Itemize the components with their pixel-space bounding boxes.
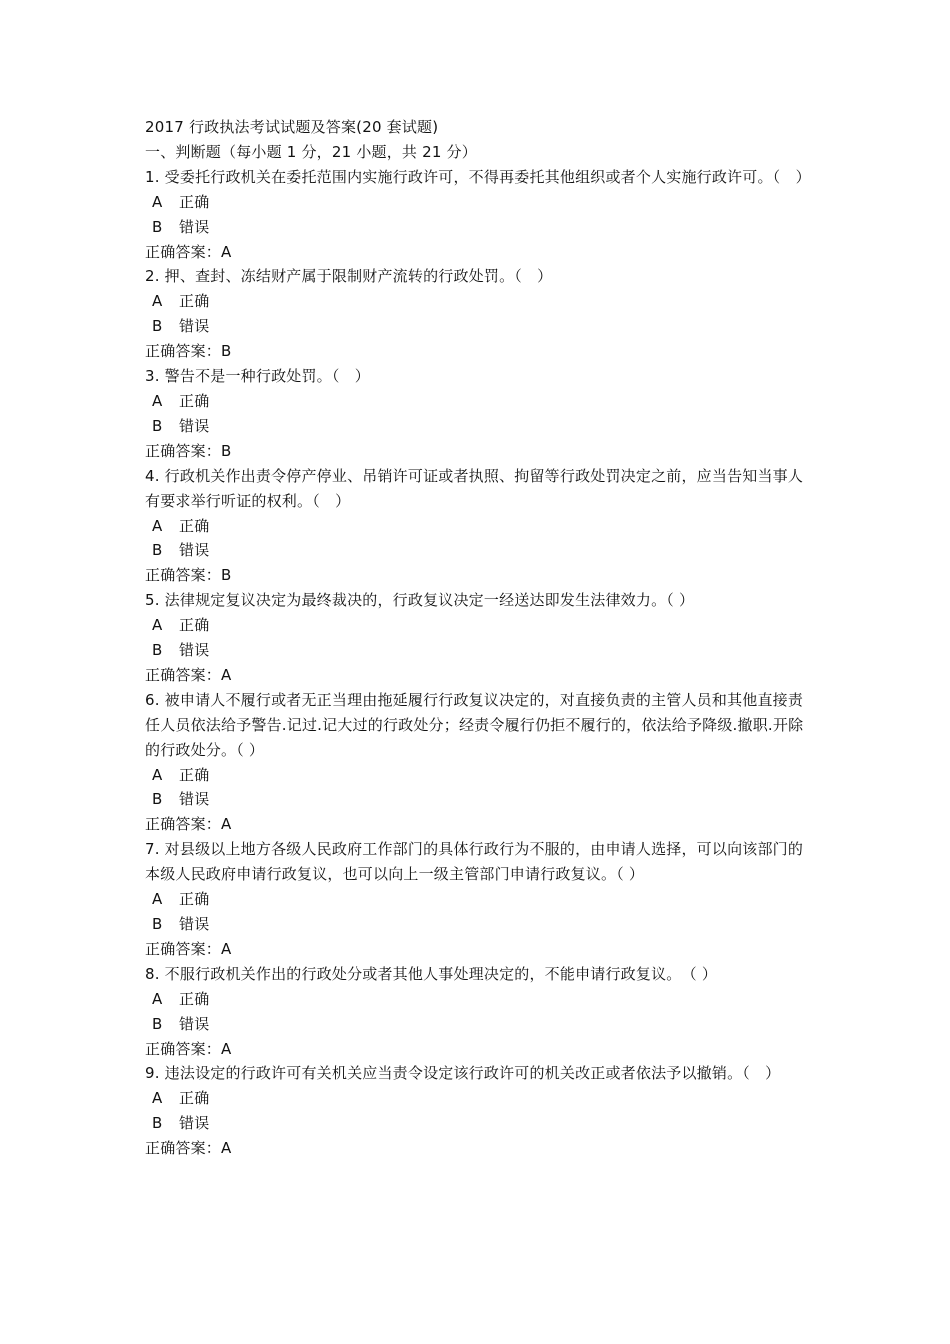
- option-label: 正确: [179, 192, 210, 211]
- answer-value: B: [221, 566, 232, 585]
- answer-prefix: 正确答案：: [145, 1139, 222, 1158]
- answer-prefix: 正确答案：: [145, 342, 222, 361]
- option-label: 错误: [179, 1014, 210, 1033]
- answer-option: [145, 638, 810, 663]
- option-letter: B: [152, 1014, 163, 1033]
- correct-answer: [145, 663, 810, 688]
- option-letter: A: [152, 192, 163, 211]
- answer-value: B: [221, 342, 232, 361]
- option-letter: B: [152, 317, 163, 336]
- answer-value: A: [221, 1039, 232, 1058]
- answer-value: A: [221, 665, 232, 684]
- answer-value: A: [221, 1139, 232, 1158]
- option-letter: B: [152, 790, 163, 809]
- question-text: 2. 押、查封、冻结财产属于限制财产流转的行政处罚。（ ）: [145, 267, 553, 286]
- answer-option: [145, 215, 810, 240]
- answer-value: A: [221, 815, 232, 834]
- answer-option: [145, 912, 810, 937]
- question-item: [145, 688, 810, 837]
- option-label: 错误: [179, 317, 210, 336]
- option-label: 正确: [179, 989, 210, 1008]
- section-heading: 一、判断题（每小题 1 分，21 小题，共 21 分）: [145, 142, 477, 161]
- option-letter: A: [152, 765, 163, 784]
- option-label: 错误: [179, 416, 210, 435]
- correct-answer: [145, 439, 810, 464]
- option-label: 错误: [179, 915, 210, 933]
- option-label: 错误: [179, 790, 210, 809]
- option-letter: B: [152, 416, 163, 435]
- option-label: 正确: [179, 292, 210, 311]
- question-text: 3. 警告不是一种行政处罚。（ ）: [145, 367, 370, 386]
- option-letter: B: [152, 915, 163, 933]
- answer-option: [145, 613, 810, 638]
- question-text: 1. 受委托行政机关在委托范围内实施行政许可，不得再委托其他组织或者个人实施行政许可。（ ）: [145, 167, 811, 186]
- option-letter: A: [152, 989, 163, 1008]
- answer-option: [145, 1111, 810, 1136]
- answer-option: [145, 538, 810, 563]
- answer-option: [145, 1012, 810, 1037]
- document-title: 2017 行政执法考试试题及答案(20 套试题): [145, 118, 439, 136]
- question-item: [145, 464, 810, 589]
- option-letter: A: [152, 292, 163, 311]
- option-label: 错误: [179, 541, 210, 560]
- answer-option: [145, 514, 810, 539]
- answer-option: [145, 414, 810, 439]
- correct-answer: [145, 937, 810, 962]
- correct-answer: [145, 563, 810, 588]
- question-item: [145, 165, 810, 265]
- question-item: [145, 962, 810, 1062]
- answer-prefix: 正确答案：: [145, 441, 222, 460]
- option-label: 正确: [179, 1089, 210, 1108]
- correct-answer: [145, 1037, 810, 1062]
- question-list: [145, 165, 810, 1161]
- question-item: [145, 1061, 810, 1161]
- answer-value: A: [221, 242, 232, 261]
- answer-option: [145, 190, 810, 215]
- option-letter: A: [152, 516, 163, 535]
- question-text: 8. 不服行政机关作出的行政处分或者其他人事处理决定的，不能申请行政复议。 （ ）: [145, 964, 718, 983]
- option-label: 错误: [179, 217, 210, 236]
- option-letter: B: [152, 541, 163, 560]
- question-item: [145, 264, 810, 364]
- correct-answer: [145, 339, 810, 364]
- answer-option: [145, 289, 810, 314]
- answer-prefix: 正确答案：: [145, 1039, 222, 1058]
- answer-prefix: 正确答案：: [145, 566, 222, 585]
- answer-option: [145, 887, 810, 912]
- answer-value: A: [221, 939, 232, 958]
- question-text: 6. 被申请人不履行或者无正当理由拖延履行行政复议决定的，对直接负责的主管人员和其他直接责任人员依法给予警告.记过.记大过的行政处分；经责令履行仍拒不履行的，依法给予降级.撤职.开除的行政处分。（ ）: [145, 690, 804, 759]
- question-text: 5. 法律规定复议决定为最终裁决的，行政复议决定一经送达即发生法律效力。（ ）: [145, 591, 695, 610]
- option-letter: A: [152, 391, 163, 410]
- answer-option: [145, 987, 810, 1012]
- option-letter: B: [152, 217, 163, 236]
- option-letter: B: [152, 1114, 163, 1133]
- answer-option: [145, 1086, 810, 1111]
- answer-option: [145, 389, 810, 414]
- answer-prefix: 正确答案：: [145, 939, 222, 958]
- answer-option: [145, 763, 810, 788]
- question-item: [145, 588, 810, 688]
- answer-prefix: 正确答案：: [145, 665, 222, 684]
- question-text: 7. 对县级以上地方各级人民政府工作部门的具体行政行为不服的，由申请人选择，可以向该部门的本级人民政府申请行政复议，也可以向上一级主管部门申请行政复议。（ ）: [145, 840, 804, 884]
- option-label: 正确: [179, 391, 210, 410]
- option-label: 正确: [179, 765, 210, 784]
- option-label: 正确: [179, 890, 210, 909]
- correct-answer: [145, 1136, 810, 1161]
- answer-prefix: 正确答案：: [145, 815, 222, 834]
- correct-answer: [145, 812, 810, 837]
- answer-option: [145, 787, 810, 812]
- document-body: [145, 115, 810, 1161]
- answer-prefix: 正确答案：: [145, 242, 222, 261]
- question-text: 4. 行政机关作出责令停产停业、吊销许可证或者执照、拘留等行政处罚决定之前，应当告知当事人有要求举行听证的权利。（ ）: [145, 466, 804, 510]
- question-item: [145, 364, 810, 464]
- question-item: [145, 837, 810, 962]
- answer-value: B: [221, 441, 232, 460]
- option-label: 正确: [179, 516, 210, 535]
- option-letter: A: [152, 616, 163, 635]
- correct-answer: [145, 240, 810, 265]
- answer-option: [145, 314, 810, 339]
- option-label: 错误: [179, 1114, 210, 1133]
- option-label: 错误: [179, 641, 210, 660]
- question-text: 9. 违法设定的行政许可有关机关应当责令设定该行政许可的机关改正或者依法予以撤销。（ ）: [145, 1064, 781, 1083]
- option-letter: A: [152, 1089, 163, 1108]
- option-letter: B: [152, 641, 163, 660]
- option-label: 正确: [179, 616, 210, 635]
- option-letter: A: [152, 890, 163, 909]
